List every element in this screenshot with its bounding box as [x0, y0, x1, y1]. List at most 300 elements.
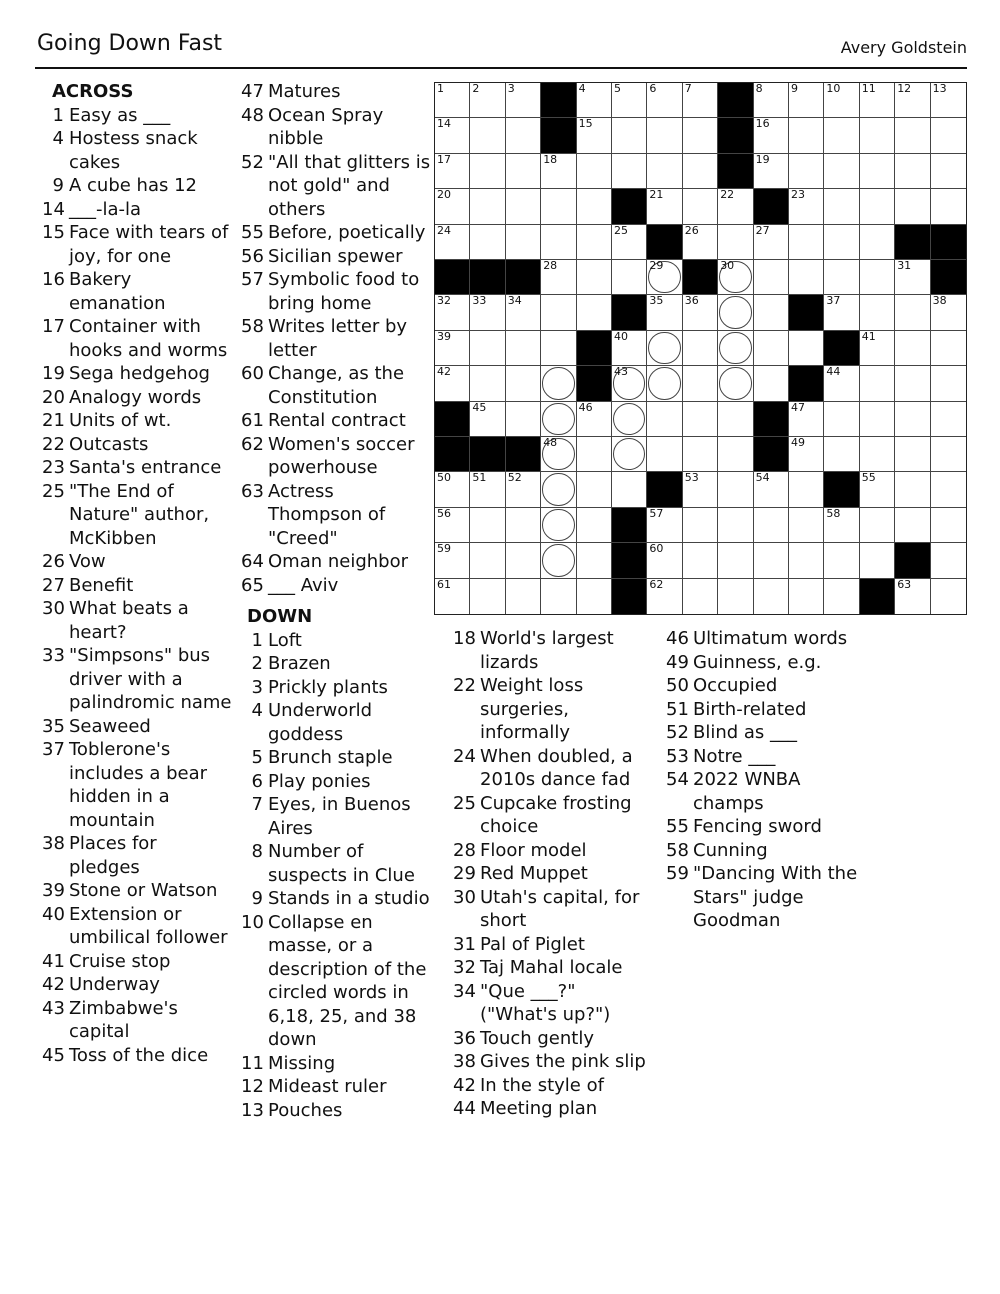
grid-cell[interactable] [895, 118, 930, 153]
clue-item[interactable] [42, 973, 232, 997]
grid-cell[interactable] [824, 260, 859, 295]
grid-cell[interactable] [860, 543, 895, 578]
clue-item[interactable] [453, 933, 658, 957]
clue-item[interactable] [666, 651, 866, 675]
clue-item[interactable] [241, 1052, 431, 1076]
clue-number: 23 [42, 457, 65, 478]
black-square [895, 543, 930, 578]
clue-item[interactable] [42, 738, 232, 832]
grid-cell[interactable] [506, 472, 541, 507]
grid-cell[interactable] [683, 543, 718, 578]
clue-item[interactable] [453, 980, 658, 1027]
clue-number: 58 [241, 316, 264, 337]
grid-cell[interactable] [895, 331, 930, 366]
grid-cell[interactable] [895, 402, 930, 437]
grid-cell[interactable] [754, 543, 789, 578]
grid-cell[interactable] [931, 154, 966, 189]
clue-item[interactable] [241, 793, 431, 840]
grid-cell[interactable] [683, 472, 718, 507]
grid-cell[interactable] [577, 543, 612, 578]
grid-cell[interactable] [541, 260, 576, 295]
clue-item[interactable] [42, 268, 232, 315]
grid-cell[interactable] [506, 508, 541, 543]
grid-cell[interactable] [683, 83, 718, 118]
clue-item[interactable] [42, 221, 232, 268]
grid-cell[interactable] [789, 437, 824, 472]
grid-cell[interactable] [470, 154, 505, 189]
clue-item[interactable] [42, 480, 232, 551]
grid-cell[interactable] [718, 543, 753, 578]
grid-cell[interactable] [895, 295, 930, 330]
grid-cell[interactable] [824, 154, 859, 189]
grid-cell[interactable] [718, 331, 753, 366]
grid-cell[interactable] [895, 508, 930, 543]
black-square [612, 295, 647, 330]
grid-cell[interactable] [541, 402, 576, 437]
clue-text: Stone or Watson [69, 880, 218, 901]
grid-cell[interactable] [647, 189, 682, 224]
grid-cell[interactable] [541, 331, 576, 366]
grid-cell[interactable] [435, 225, 470, 260]
grid-cell[interactable] [470, 472, 505, 507]
clue-item[interactable] [241, 676, 431, 700]
grid-cell[interactable] [506, 579, 541, 614]
grid-cell[interactable] [789, 331, 824, 366]
grid-cell[interactable] [470, 225, 505, 260]
grid-cell[interactable] [895, 366, 930, 401]
clue-number: 35 [42, 715, 65, 737]
grid-cell[interactable] [470, 508, 505, 543]
clue-number: 55 [241, 222, 264, 243]
clue-text: Guinness, e.g. [693, 651, 822, 673]
clue-item[interactable] [241, 770, 431, 794]
clue-item[interactable] [42, 997, 232, 1044]
grid-cell[interactable] [895, 437, 930, 472]
clue-number: 8 [251, 841, 263, 862]
grid-cell[interactable] [789, 189, 824, 224]
grid-cell[interactable] [612, 260, 647, 295]
grid-cell[interactable] [931, 118, 966, 153]
crossword-grid[interactable] [434, 82, 967, 615]
grid-cell[interactable] [754, 331, 789, 366]
grid-cell[interactable] [612, 225, 647, 260]
grid-cell[interactable] [824, 579, 859, 614]
clue-item[interactable] [241, 104, 431, 151]
grid-cell[interactable] [612, 154, 647, 189]
grid-cell[interactable] [860, 189, 895, 224]
clue-item[interactable] [241, 480, 431, 551]
grid-cell[interactable] [435, 189, 470, 224]
grid-cell[interactable] [824, 295, 859, 330]
grid-cell[interactable] [895, 83, 930, 118]
grid-cell[interactable] [435, 83, 470, 118]
grid-cell[interactable] [577, 508, 612, 543]
clue-number: 33 [42, 645, 65, 666]
grid-cell[interactable] [435, 118, 470, 153]
grid-cell[interactable] [506, 543, 541, 578]
grid-cell[interactable] [647, 366, 682, 401]
grid-cell[interactable] [824, 225, 859, 260]
clue-item[interactable] [241, 1075, 431, 1099]
clue-item[interactable] [666, 745, 866, 769]
clue-item[interactable] [241, 574, 431, 598]
clue-item[interactable] [666, 721, 866, 745]
grid-cell[interactable] [683, 295, 718, 330]
grid-cell[interactable] [754, 225, 789, 260]
grid-cell[interactable] [577, 295, 612, 330]
grid-cell[interactable] [895, 260, 930, 295]
clue-item[interactable] [453, 862, 658, 886]
grid-cell[interactable] [718, 437, 753, 472]
grid-cell[interactable] [754, 83, 789, 118]
grid-cell[interactable] [860, 508, 895, 543]
clue-item[interactable] [241, 433, 431, 480]
grid-cell[interactable] [577, 472, 612, 507]
grid-cell[interactable] [541, 437, 576, 472]
grid-cell[interactable] [754, 366, 789, 401]
clue-text: Missing [268, 1052, 336, 1074]
grid-cell[interactable] [718, 260, 753, 295]
clue-item[interactable] [241, 315, 431, 362]
clue-item[interactable] [453, 792, 658, 839]
grid-cell[interactable] [612, 366, 647, 401]
black-square [506, 260, 541, 295]
grid-cell[interactable] [577, 402, 612, 437]
clue-item[interactable] [453, 1027, 658, 1051]
grid-cell[interactable] [577, 437, 612, 472]
black-square [860, 579, 895, 614]
grid-cell[interactable] [647, 118, 682, 153]
grid-cell[interactable] [541, 225, 576, 260]
grid-cell[interactable] [470, 366, 505, 401]
clue-item[interactable] [453, 1074, 658, 1098]
grid-cell[interactable] [754, 472, 789, 507]
grid-cell[interactable] [683, 225, 718, 260]
grid-cell[interactable] [718, 295, 753, 330]
grid-cell[interactable] [824, 508, 859, 543]
clue-item[interactable] [453, 627, 658, 674]
grid-cell[interactable] [506, 366, 541, 401]
clue-item[interactable] [241, 221, 431, 245]
clue-item[interactable] [666, 627, 866, 651]
grid-cell[interactable] [647, 154, 682, 189]
clue-item[interactable] [453, 674, 658, 745]
grid-cell[interactable] [683, 118, 718, 153]
grid-cell[interactable] [506, 83, 541, 118]
clue-text: Notre ___ [693, 745, 776, 767]
clue-item[interactable] [453, 1097, 658, 1121]
grid-cell[interactable] [824, 366, 859, 401]
cell-number: 17 [437, 152, 451, 166]
clue-item[interactable] [42, 597, 232, 644]
clue-item[interactable] [42, 879, 232, 903]
grid-cell[interactable] [435, 543, 470, 578]
grid-cell[interactable] [577, 260, 612, 295]
grid-cell[interactable] [860, 402, 895, 437]
clue-item[interactable] [241, 652, 431, 676]
grid-cell[interactable] [470, 579, 505, 614]
grid-cell[interactable] [647, 402, 682, 437]
grid-cell[interactable] [647, 295, 682, 330]
clue-number: 59 [666, 863, 689, 884]
clue-item[interactable] [42, 550, 232, 574]
grid-cell[interactable] [612, 331, 647, 366]
grid-cell[interactable] [435, 154, 470, 189]
grid-cell[interactable] [754, 295, 789, 330]
grid-cell[interactable] [541, 366, 576, 401]
clue-item[interactable] [42, 433, 232, 457]
grid-cell[interactable] [541, 295, 576, 330]
grid-cell[interactable] [470, 83, 505, 118]
grid-cell[interactable] [683, 189, 718, 224]
grid-cell[interactable] [860, 366, 895, 401]
grid-cell[interactable] [718, 225, 753, 260]
down-heading: DOWN [247, 606, 313, 627]
grid-cell[interactable] [647, 579, 682, 614]
grid-cell[interactable] [895, 154, 930, 189]
grid-cell[interactable] [789, 402, 824, 437]
grid-cell[interactable] [860, 472, 895, 507]
grid-cell[interactable] [860, 225, 895, 260]
grid-cell[interactable] [895, 189, 930, 224]
grid-cell[interactable] [612, 118, 647, 153]
grid-cell[interactable] [683, 154, 718, 189]
grid-cell[interactable] [824, 543, 859, 578]
clue-item[interactable] [453, 839, 658, 863]
clues-column-2 [241, 80, 431, 1122]
clue-item[interactable] [241, 840, 431, 887]
grid-cell[interactable] [647, 331, 682, 366]
grid-cell[interactable] [824, 437, 859, 472]
clue-item[interactable] [666, 768, 866, 815]
clue-item[interactable] [241, 151, 431, 222]
grid-cell[interactable] [860, 118, 895, 153]
grid-cell[interactable] [506, 331, 541, 366]
grid-cell[interactable] [506, 225, 541, 260]
grid-cell[interactable] [824, 189, 859, 224]
clue-item[interactable] [241, 362, 431, 409]
grid-cell[interactable] [506, 402, 541, 437]
clue-item[interactable] [453, 745, 658, 792]
grid-cell[interactable] [789, 225, 824, 260]
cell-number: 43 [614, 365, 628, 379]
grid-cell[interactable] [647, 543, 682, 578]
grid-cell[interactable] [506, 154, 541, 189]
clue-item[interactable] [241, 550, 431, 574]
clue-item[interactable] [241, 746, 431, 770]
grid-cell[interactable] [860, 154, 895, 189]
grid-cell[interactable] [683, 579, 718, 614]
clue-item[interactable] [42, 174, 232, 198]
grid-cell[interactable] [931, 543, 966, 578]
grid-cell[interactable] [789, 118, 824, 153]
grid-cell[interactable] [754, 579, 789, 614]
clue-item[interactable] [42, 715, 232, 739]
grid-cell[interactable] [506, 295, 541, 330]
grid-cell[interactable] [860, 331, 895, 366]
grid-cell[interactable] [931, 366, 966, 401]
clue-item[interactable] [42, 1044, 232, 1068]
clue-item[interactable] [42, 198, 232, 222]
clue-item[interactable] [42, 409, 232, 433]
grid-cell[interactable] [612, 83, 647, 118]
grid-cell[interactable] [470, 295, 505, 330]
grid-cell[interactable] [541, 508, 576, 543]
clue-item[interactable] [42, 832, 232, 879]
grid-cell[interactable] [754, 154, 789, 189]
clue-item[interactable] [666, 839, 866, 863]
grid-cell[interactable] [931, 437, 966, 472]
grid-cell[interactable] [612, 437, 647, 472]
clue-item[interactable] [241, 699, 431, 746]
grid-cell[interactable] [470, 118, 505, 153]
grid-cell[interactable] [612, 402, 647, 437]
clue-item[interactable] [42, 386, 232, 410]
grid-cell[interactable] [789, 154, 824, 189]
clue-item[interactable] [241, 911, 431, 1052]
clue-item[interactable] [42, 456, 232, 480]
grid-cell[interactable] [931, 472, 966, 507]
clue-item[interactable] [241, 1099, 431, 1123]
clue-item[interactable] [42, 127, 232, 174]
grid-cell[interactable] [435, 579, 470, 614]
clue-item[interactable] [42, 104, 232, 128]
grid-cell[interactable] [860, 83, 895, 118]
cell-number: 63 [897, 577, 912, 591]
grid-cell[interactable] [860, 295, 895, 330]
cell-number: 45 [472, 400, 487, 414]
grid-cell[interactable] [754, 260, 789, 295]
grid-cell[interactable] [577, 83, 612, 118]
grid-cell[interactable] [789, 472, 824, 507]
clue-item[interactable] [453, 886, 658, 933]
clue-item[interactable] [666, 862, 866, 933]
clue-item[interactable] [241, 887, 431, 911]
clue-item[interactable] [42, 315, 232, 362]
grid-cell[interactable] [824, 118, 859, 153]
clue-item[interactable] [241, 629, 431, 653]
down-clues-column-4 [666, 627, 866, 933]
grid-cell[interactable] [647, 437, 682, 472]
grid-cell[interactable] [470, 331, 505, 366]
cell-number: 3 [507, 82, 515, 95]
grid-cell[interactable] [470, 402, 505, 437]
grid-cell[interactable] [647, 83, 682, 118]
grid-cell[interactable] [789, 508, 824, 543]
clue-text: Red Muppet [480, 863, 588, 884]
grid-cell[interactable] [683, 331, 718, 366]
grid-cell[interactable] [541, 154, 576, 189]
grid-cell[interactable] [577, 154, 612, 189]
grid-cell[interactable] [789, 260, 824, 295]
grid-cell[interactable] [541, 189, 576, 224]
grid-cell[interactable] [683, 508, 718, 543]
grid-cell[interactable] [683, 402, 718, 437]
grid-cell[interactable] [824, 402, 859, 437]
grid-cell[interactable] [754, 118, 789, 153]
grid-cell[interactable] [754, 508, 789, 543]
grid-cell[interactable] [718, 366, 753, 401]
grid-cell[interactable] [435, 508, 470, 543]
grid-cell[interactable] [789, 579, 824, 614]
grid-cell[interactable] [470, 189, 505, 224]
clue-item[interactable] [241, 268, 431, 315]
clue-text: Number of suspects in Clue [268, 841, 415, 886]
grid-cell[interactable] [718, 508, 753, 543]
grid-cell[interactable] [541, 472, 576, 507]
grid-cell[interactable] [824, 83, 859, 118]
grid-cell[interactable] [577, 579, 612, 614]
grid-cell[interactable] [577, 118, 612, 153]
grid-cell[interactable] [435, 366, 470, 401]
grid-cell[interactable] [860, 437, 895, 472]
grid-cell[interactable] [683, 437, 718, 472]
grid-cell[interactable] [647, 260, 682, 295]
clue-text: Prickly plants [268, 676, 388, 698]
clue-item[interactable] [241, 80, 431, 104]
grid-cell[interactable] [541, 543, 576, 578]
grid-cell[interactable] [612, 472, 647, 507]
clue-item[interactable] [241, 409, 431, 433]
grid-cell[interactable] [435, 472, 470, 507]
clue-number: 30 [42, 598, 65, 619]
grid-cell[interactable] [860, 260, 895, 295]
grid-cell[interactable] [435, 295, 470, 330]
clue-item[interactable] [42, 362, 232, 386]
grid-cell[interactable] [895, 472, 930, 507]
grid-cell[interactable] [931, 295, 966, 330]
clue-item[interactable] [42, 574, 232, 598]
clue-number: 16 [42, 269, 65, 290]
grid-cell[interactable] [506, 118, 541, 153]
clue-item[interactable] [453, 1050, 658, 1074]
clue-item[interactable] [42, 644, 232, 715]
grid-cell[interactable] [577, 225, 612, 260]
grid-cell[interactable] [718, 579, 753, 614]
clue-number: 42 [453, 1074, 476, 1096]
grid-cell[interactable] [577, 189, 612, 224]
cell-number: 6 [649, 82, 657, 95]
clue-item[interactable] [666, 674, 866, 698]
grid-cell[interactable] [435, 331, 470, 366]
clue-item[interactable] [453, 956, 658, 980]
grid-cell[interactable] [718, 189, 753, 224]
grid-cell[interactable] [541, 579, 576, 614]
grid-cell[interactable] [683, 366, 718, 401]
clue-item[interactable] [42, 903, 232, 950]
grid-cell[interactable] [931, 189, 966, 224]
cell-number: 22 [720, 188, 735, 202]
grid-cell[interactable] [718, 472, 753, 507]
clue-item[interactable] [241, 245, 431, 269]
grid-cell[interactable] [931, 331, 966, 366]
clue-item[interactable] [666, 698, 866, 722]
clue-item[interactable] [666, 815, 866, 839]
grid-cell[interactable] [895, 579, 930, 614]
grid-cell[interactable] [647, 508, 682, 543]
black-square [612, 508, 647, 543]
grid-cell[interactable] [789, 83, 824, 118]
grid-cell[interactable] [931, 83, 966, 118]
grid-cell[interactable] [470, 543, 505, 578]
grid-cell[interactable] [931, 402, 966, 437]
grid-cell[interactable] [789, 543, 824, 578]
grid-cell[interactable] [506, 189, 541, 224]
grid-cell[interactable] [931, 579, 966, 614]
clue-item[interactable] [42, 950, 232, 974]
grid-cell[interactable] [718, 402, 753, 437]
grid-cell[interactable] [931, 508, 966, 543]
